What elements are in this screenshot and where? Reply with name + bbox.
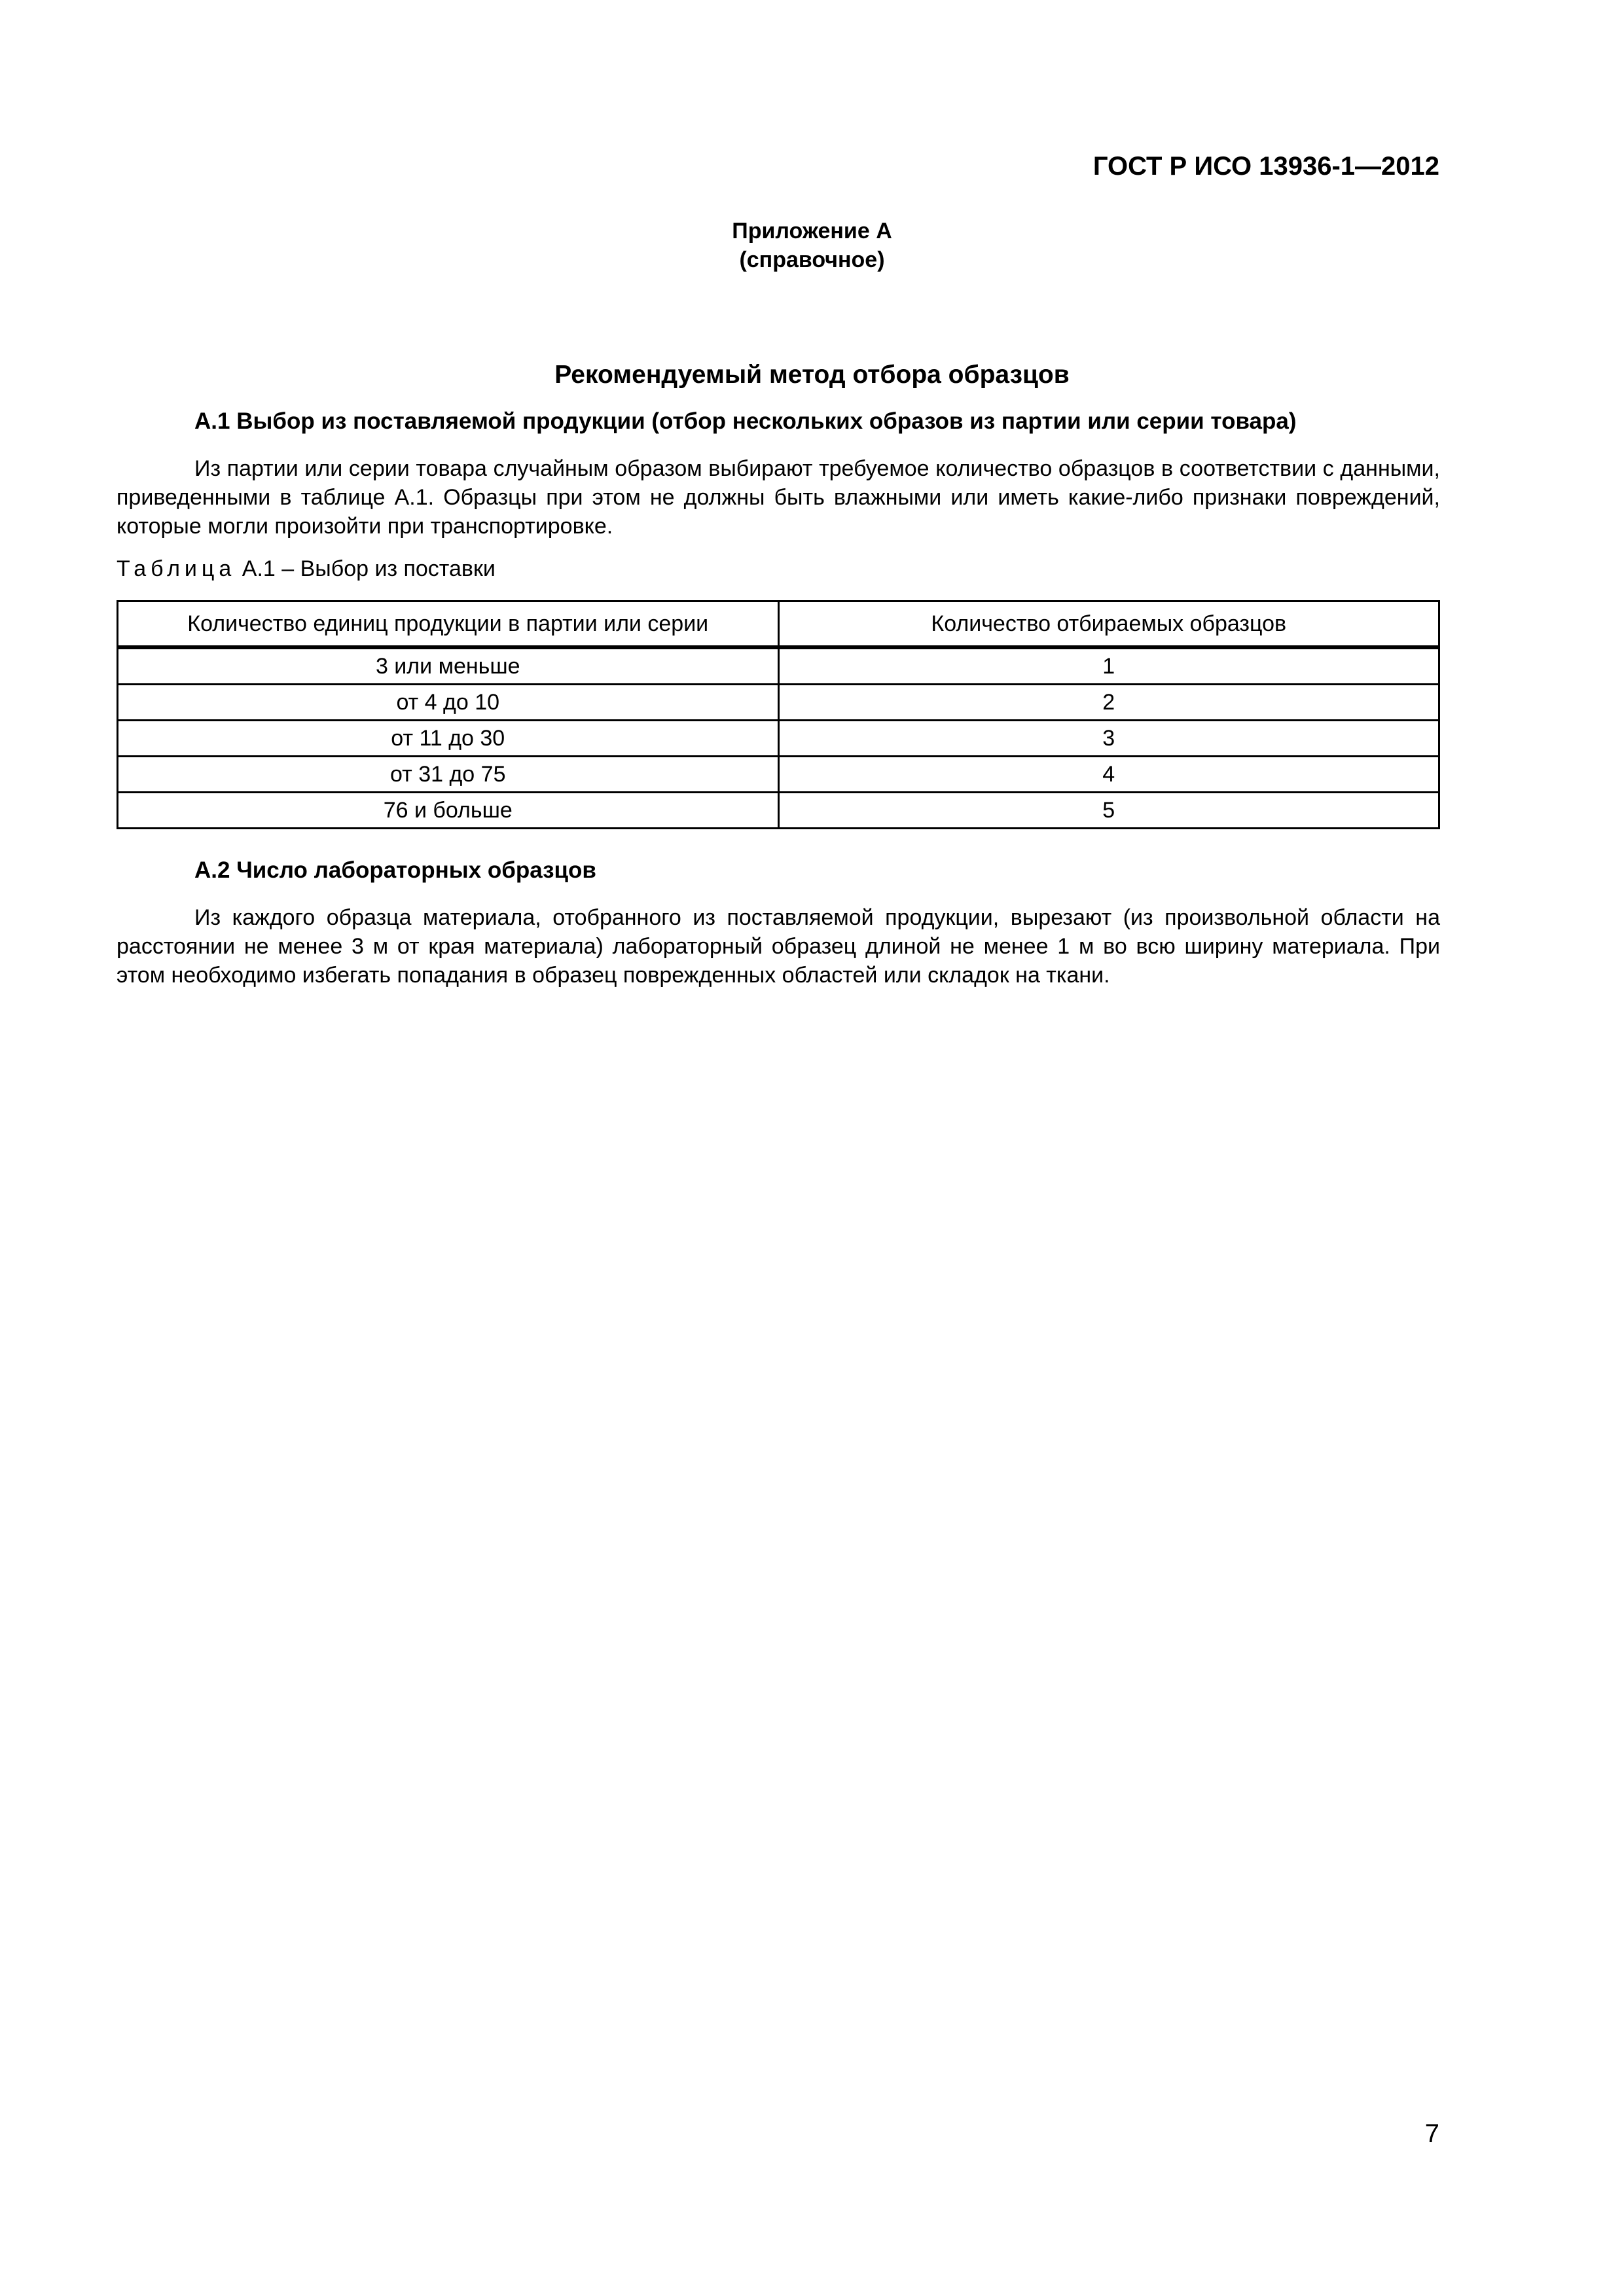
table-row [118, 757, 1439, 793]
table-cell: 1 [778, 647, 1439, 685]
appendix-title: Приложение А [732, 219, 892, 243]
table-cell: от 4 до 10 [118, 685, 779, 721]
table-row [118, 793, 1439, 829]
header-cell-samples: Количество отбираемых образцов [778, 601, 1439, 648]
page-number: 7 [1424, 2119, 1439, 2148]
table-cell: 76 и больше [118, 793, 779, 829]
table-cell: 3 или меньше [118, 647, 779, 685]
table-row [118, 685, 1439, 721]
appendix-block [0, 217, 1624, 274]
table-caption-label: Таблица [117, 556, 236, 581]
table-cell: 3 [778, 721, 1439, 757]
table-caption [117, 556, 496, 582]
table-row [118, 721, 1439, 757]
selection-table [117, 600, 1440, 829]
section-a2-heading: А.2 Число лабораторных образцов [194, 857, 596, 883]
table-cell: от 31 до 75 [118, 757, 779, 793]
main-title: Рекомендуемый метод отбора образцов [554, 361, 1070, 389]
section-a1-paragraph: Из партии или серии товара случайным образом выбирают требуемое количество образцов в соответствии с данными, приведенными в таблице А.1. Образцы при этом не должны быть влажными или иметь какие-либо признаки повреждений, которые могли произойти при транспортировке. [117, 456, 1440, 539]
table-header-row [118, 601, 1439, 648]
table-cell: 2 [778, 685, 1439, 721]
table-row [118, 647, 1439, 685]
document-code: ГОСТ Р ИСО 13936-1—2012 [1092, 152, 1439, 181]
section-a1-heading: А.1 Выбор из поставляемой продукции (отбор нескольких образов из партии или серии товара) [194, 408, 1297, 434]
table-caption-text: А.1 – Выбор из поставки [242, 556, 496, 581]
header-cell-units: Количество единиц продукции в партии или серии [118, 601, 779, 648]
section-a2-paragraph: Из каждого образца материала, отобранного из поставляемой продукции, вырезают (из произвольной области на расстоянии не менее 3 м от края материала) лабораторный образец длиной не менее 1 м во всю ширину материала. При этом необходимо избегать попадания в образец поврежденных областей или складок на ткани. [117, 905, 1440, 988]
table-cell: 4 [778, 757, 1439, 793]
appendix-subtitle: (справочное) [739, 247, 885, 272]
table-cell: 5 [778, 793, 1439, 829]
table-cell: от 11 до 30 [118, 721, 779, 757]
